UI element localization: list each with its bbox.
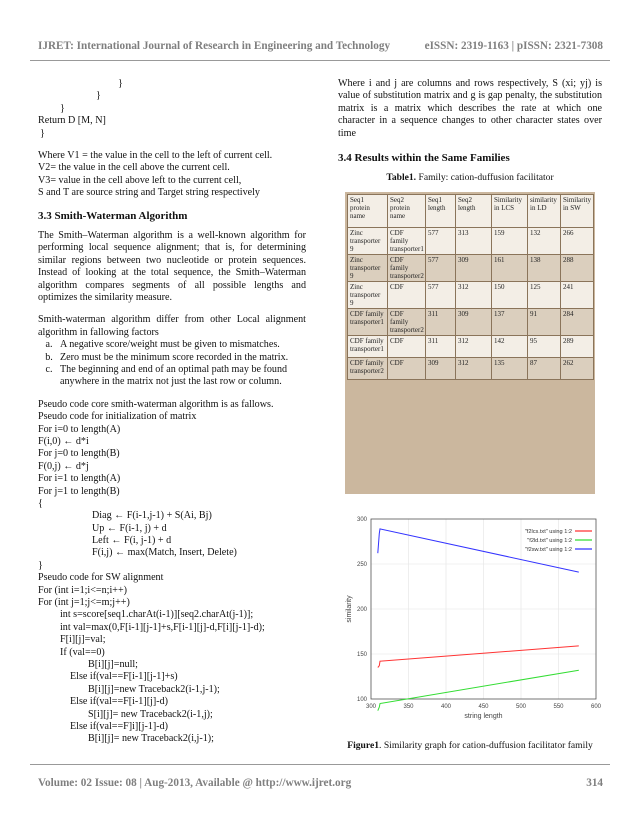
table-cell: 161 bbox=[492, 255, 528, 282]
pseudo-line: Else if(val==F]i][j-1]-d) bbox=[70, 720, 168, 732]
table-cell: 284 bbox=[561, 309, 594, 336]
table-cell: 132 bbox=[528, 228, 561, 255]
table-cell: 309 bbox=[426, 358, 456, 380]
pseudo-line: If (val==0) bbox=[60, 646, 105, 658]
x-axis-label: string length bbox=[464, 713, 503, 720]
code-brace: } bbox=[96, 90, 101, 102]
y-tick-label: 150 bbox=[356, 652, 367, 658]
table-cell bbox=[561, 195, 594, 228]
pseudo-line: B[i][j]=new Traceback2(i-1,j-1); bbox=[88, 683, 220, 695]
table-cell bbox=[492, 195, 528, 228]
pseudo-line: S[i][j]= new Traceback2(i-1,j); bbox=[88, 708, 213, 720]
table-cell bbox=[388, 309, 426, 336]
pseudo-line: F[i][j]=val; bbox=[60, 634, 106, 646]
cell-line: name bbox=[350, 212, 366, 220]
code-brace: } bbox=[118, 78, 123, 89]
table-cell bbox=[426, 195, 456, 228]
paragraph: The Smith–Waterman algorithm is a well-known algorithm for performing local sequence alignment; that is, for determining similar regions between two nucleotide or protein sequences. Instead of looking at the total sequence, the Smith–Waterman algorithm compares segments of all possible lengths and optimizes the similarity measure. bbox=[38, 229, 306, 303]
table-cell: 95 bbox=[528, 336, 561, 358]
cell-line: CDF bbox=[390, 337, 404, 345]
table-cell bbox=[348, 195, 388, 228]
figure-caption-label: Figure1 bbox=[347, 740, 380, 751]
table-cell: 309 bbox=[456, 255, 492, 282]
pseudo-line: B[i][j]=null; bbox=[88, 659, 138, 670]
pseudo-line: F(0,j) ← d*j bbox=[38, 460, 89, 472]
pseudo-line: For (int j=1;j<=m;j++) bbox=[38, 597, 130, 609]
issn: eISSN: 2319-1163 | pISSN: 2321-7308 bbox=[424, 40, 603, 52]
family-table bbox=[347, 194, 594, 380]
section-heading: 3.3 Smith-Waterman Algorithm bbox=[38, 209, 188, 222]
cell-line: in LCS bbox=[494, 204, 515, 212]
table-cell: 312 bbox=[456, 336, 492, 358]
table-row bbox=[348, 336, 594, 358]
cell-line: CDF family bbox=[390, 256, 409, 272]
x-tick-label: 400 bbox=[440, 704, 452, 710]
cell-line: CDF family bbox=[350, 359, 384, 367]
table-cell bbox=[348, 255, 388, 282]
pseudo-line: For (int i=1;i<=n;i++) bbox=[38, 584, 128, 596]
page-number: 314 bbox=[586, 777, 603, 789]
figure-caption-text: . Similarity graph for cation-duffusion facilitator family bbox=[379, 740, 593, 751]
cell-line: transporter2 bbox=[390, 326, 424, 334]
list-marker: c. bbox=[45, 363, 53, 375]
cell-line: transporter1 bbox=[350, 345, 384, 353]
paragraph: Smith-waterman algorithm differ from other Local alignment algorithm in fallowing factors bbox=[38, 314, 306, 338]
y-tick-label: 250 bbox=[356, 562, 367, 568]
cell-line: transporter 9 bbox=[350, 237, 381, 253]
table-caption bbox=[338, 172, 602, 184]
code-brace: } bbox=[40, 127, 45, 139]
pseudo-line: For i=0 to length(A) bbox=[38, 423, 121, 435]
table-cell bbox=[388, 228, 426, 255]
x-tick-label: 500 bbox=[515, 704, 527, 710]
table-cell bbox=[456, 195, 492, 228]
table-cell bbox=[348, 309, 388, 336]
legend-label: "f2sw.txt" using 1:2 bbox=[525, 547, 572, 553]
cell-line: Seq1 protein bbox=[350, 196, 370, 212]
legend-label: "f2ld.txt" using 1:2 bbox=[527, 538, 572, 544]
cell-line: Zinc bbox=[350, 229, 363, 237]
table-caption-label: Table1. bbox=[386, 172, 417, 184]
cell-line: name bbox=[390, 212, 406, 220]
cell-line: transporter 9 bbox=[350, 291, 381, 307]
y-tick-label: 200 bbox=[356, 607, 367, 613]
list-marker: a. bbox=[45, 339, 53, 351]
pseudo-line: F(i,0) ← d*i bbox=[38, 435, 89, 447]
x-tick-label: 550 bbox=[553, 704, 564, 710]
list-text: The beginning and end of an optimal path may be found anywhere in the matrix not just the last row or column. bbox=[60, 363, 288, 388]
pseudo-line: Pseudo code core smith-waterman algorithm is as fallows. bbox=[38, 398, 274, 410]
cell-line: transporter2 bbox=[390, 272, 424, 280]
x-tick-label: 450 bbox=[478, 704, 489, 710]
cell-line: Seq1 bbox=[428, 196, 442, 204]
left-column bbox=[38, 78, 306, 746]
table-cell: 150 bbox=[492, 282, 528, 309]
pseudo-line: For i=1 to length(A) bbox=[38, 473, 121, 485]
table-cell: 312 bbox=[456, 358, 492, 380]
family-table-image bbox=[345, 192, 595, 494]
table-cell bbox=[348, 336, 388, 358]
table-cell bbox=[388, 358, 426, 380]
table-cell: 135 bbox=[492, 358, 528, 380]
table-row bbox=[348, 358, 594, 380]
table-cell: 289 bbox=[561, 336, 594, 358]
table-cell: 577 bbox=[426, 255, 456, 282]
cell-line: CDF bbox=[390, 359, 404, 367]
list-text: Zero must be the minimum score recorded in the matrix. bbox=[60, 351, 289, 363]
figure-caption bbox=[338, 740, 602, 751]
table-cell: 142 bbox=[492, 336, 528, 358]
table-row bbox=[348, 282, 594, 309]
cell-line: CDF bbox=[390, 283, 404, 291]
cell-line: similarity bbox=[530, 196, 557, 204]
cell-line: CDF family bbox=[350, 337, 384, 345]
table-cell: 138 bbox=[528, 255, 561, 282]
x-tick-label: 600 bbox=[590, 704, 602, 710]
table-cell bbox=[348, 358, 388, 380]
table-cell bbox=[348, 228, 388, 255]
cell-line: length bbox=[428, 204, 446, 212]
table-caption-text: Family: cation-duffusion facilitator bbox=[416, 172, 554, 184]
list-item bbox=[38, 352, 306, 364]
table-cell: 577 bbox=[426, 282, 456, 309]
definition-line: V3= value in the cell above left to the current cell, bbox=[38, 174, 242, 186]
running-header bbox=[38, 40, 603, 52]
table-cell: 309 bbox=[456, 309, 492, 336]
volume-info: Volume: 02 Issue: 08 | Aug-2013, Available @ http://www.ijret.org bbox=[38, 777, 352, 789]
table-cell: 87 bbox=[528, 358, 561, 380]
cell-line: Similarity bbox=[563, 196, 591, 204]
table-cell: 125 bbox=[528, 282, 561, 309]
footer-rule bbox=[30, 764, 610, 765]
definition-line: S and T are source string and Target string respectively bbox=[38, 187, 260, 199]
table-header-row bbox=[348, 195, 594, 228]
y-axis-label: similarity bbox=[346, 595, 353, 623]
table-cell: 313 bbox=[456, 228, 492, 255]
definition-line: V2= the value in the cell above the current cell. bbox=[38, 162, 230, 174]
right-column bbox=[338, 78, 602, 185]
table-cell: 577 bbox=[426, 228, 456, 255]
cell-line: transporter1 bbox=[350, 318, 384, 326]
header-rule bbox=[30, 60, 610, 61]
section-heading: 3.4 Results within the Same Families bbox=[338, 152, 510, 165]
cell-line: transporter1 bbox=[390, 245, 424, 253]
list-marker: b. bbox=[45, 351, 53, 363]
definition-line: Where V1 = the value in the cell to the left of current cell. bbox=[38, 149, 273, 161]
cell-line: Zinc bbox=[350, 283, 363, 291]
pseudo-line: Left ← F(i, j-1) + d bbox=[92, 535, 172, 547]
pseudo-line: int s=score[seq1.charAt(i-1)][seq2.charAt(j-1)]; bbox=[60, 609, 254, 621]
pseudo-line: } bbox=[38, 559, 43, 571]
table-row bbox=[348, 255, 594, 282]
cell-line: CDF family bbox=[390, 229, 409, 245]
cell-line: transporter 9 bbox=[350, 264, 381, 280]
pseudo-line: For j=0 to length(B) bbox=[38, 448, 120, 460]
cell-line: CDF family bbox=[390, 310, 409, 326]
table-row bbox=[348, 228, 594, 255]
cell-line: in SW bbox=[563, 204, 581, 212]
cell-line: Zinc bbox=[350, 256, 363, 264]
table-cell: 312 bbox=[456, 282, 492, 309]
y-tick-label: 100 bbox=[356, 697, 367, 703]
x-tick-label: 300 bbox=[365, 704, 377, 710]
table-cell: 311 bbox=[426, 336, 456, 358]
table-cell: 91 bbox=[528, 309, 561, 336]
table-cell: 159 bbox=[492, 228, 528, 255]
similarity-chart bbox=[344, 513, 600, 755]
table-cell: 241 bbox=[561, 282, 594, 309]
table-row bbox=[348, 309, 594, 336]
pseudo-line: B[i][j]= new Traceback2(i,j-1); bbox=[88, 733, 214, 745]
pseudo-line: Else if(val==F[i-1][j]-d) bbox=[70, 696, 168, 708]
pseudo-line: Diag ← F(i-1,j-1) + S(Ai, Bj) bbox=[92, 510, 212, 522]
pseudo-line: int val=max(0,F[i-1][j-1]+s,F[i-1][j]-d,F[i][j-1]-d); bbox=[60, 621, 265, 633]
list-text: A negative score/weight must be given to mismatches. bbox=[60, 339, 280, 351]
table-cell: 266 bbox=[561, 228, 594, 255]
table-cell: 137 bbox=[492, 309, 528, 336]
pseudo-line: Pseudo code for initialization of matrix bbox=[38, 411, 197, 423]
code-return: Return D [M, N] bbox=[38, 115, 106, 127]
pseudo-line: Pseudo code for SW alignment bbox=[38, 572, 164, 584]
x-tick-label: 350 bbox=[403, 704, 414, 710]
cell-line: Seq2 length bbox=[458, 196, 476, 212]
pseudo-line: Up ← F(i-1, j) + d bbox=[92, 522, 167, 534]
list-item bbox=[38, 339, 306, 351]
table-cell: 288 bbox=[561, 255, 594, 282]
table-cell bbox=[388, 195, 426, 228]
table-cell bbox=[348, 282, 388, 309]
cell-line: Seq2 protein bbox=[390, 196, 410, 212]
table-cell bbox=[388, 255, 426, 282]
code-brace: } bbox=[60, 102, 65, 114]
paragraph: Where i and j are columns and rows respectively, S (xi; yj) is value of substitution matrix and g is gap penalty, the substitution matrix is a matrix which describes the rate at which one character in a sequence changes to other character states over time bbox=[338, 78, 602, 139]
pseudo-line: F(i,j) ← max(Match, Insert, Delete) bbox=[92, 547, 237, 559]
table-cell bbox=[388, 282, 426, 309]
table-cell: 262 bbox=[561, 358, 594, 380]
cell-line: in LD bbox=[530, 204, 547, 212]
cell-line: transporter2 bbox=[350, 367, 384, 375]
pseudo-line: { bbox=[38, 497, 43, 509]
pseudo-line: For j=1 to length(B) bbox=[38, 485, 120, 497]
cell-line: Similarity bbox=[494, 196, 522, 204]
table-cell bbox=[528, 195, 561, 228]
cell-line: CDF family bbox=[350, 310, 384, 318]
journal-title: IJRET: International Journal of Research in Engineering and Technology bbox=[38, 40, 391, 52]
list-item bbox=[38, 364, 306, 389]
legend-label: "f2lcs.txt" using 1:2 bbox=[524, 529, 572, 535]
y-tick-label: 300 bbox=[356, 517, 367, 523]
running-footer bbox=[38, 777, 603, 789]
table-cell bbox=[388, 336, 426, 358]
table-cell: 311 bbox=[426, 309, 456, 336]
pseudo-line: Else if(val==F[i-1][j-1]+s) bbox=[70, 671, 178, 683]
